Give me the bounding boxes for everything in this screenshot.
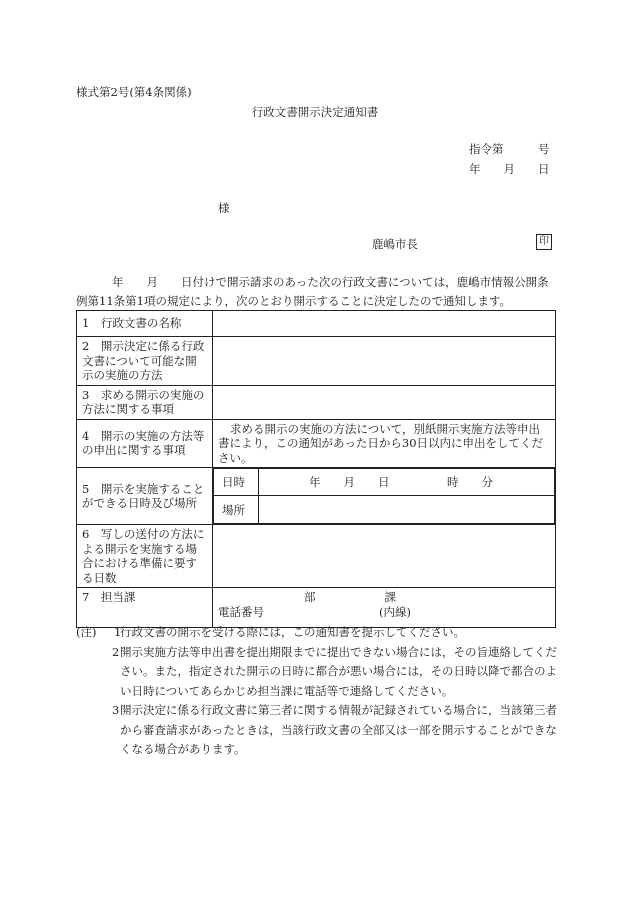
schedule-cell (213, 468, 556, 525)
decision-table (76, 310, 556, 628)
contact-dept-label: 7 担当課 (77, 588, 213, 628)
note-item (76, 623, 560, 643)
notes-section (76, 623, 560, 760)
addressee-suffix: 様 (218, 201, 230, 215)
phone-line: 電話番号 (内線) (218, 604, 411, 619)
table-row (77, 525, 556, 588)
issue-date: 年 月 日 (469, 162, 550, 176)
place-value (259, 496, 555, 524)
application-value: 求める開示の実施の方法について，別紙開示実施方法等申出書により，この通知があった日から30日以内に申出をしてください。 (213, 419, 556, 468)
notes-heading: (注) (76, 625, 97, 639)
form-number: 様式第2号(第4条関係) (76, 85, 192, 99)
table-row (77, 588, 556, 628)
note-text: 開示実施方法等申出書を提出期限までに提出できない場合には，その旨連絡してください。また，指定された開示の日時に都合が悪い場合には，その日時以降で都合のよい日時についてあらかじめ担当課に電話等で連絡してください。 (120, 644, 557, 698)
disclosure-method-value (213, 337, 556, 386)
issuer-name: 鹿嶋市長 (372, 237, 418, 251)
disclosure-method-label: 2 開示決定に係る行政文書について可能な開示の実施の方法 (77, 337, 213, 386)
note-number: 3 (112, 703, 120, 717)
application-label: 4 開示の実施の方法等の申出に関する事項 (77, 419, 213, 468)
document-name-value (213, 311, 556, 337)
place-label: 場所 (214, 496, 259, 524)
note-item (76, 643, 560, 702)
schedule-subtable (213, 468, 555, 524)
table-row (77, 385, 556, 419)
reference-number: 指令第 号 (469, 142, 550, 156)
document-name-label: 1 行政文書の名称 (77, 311, 213, 337)
seal-mark: 印 (536, 234, 552, 250)
table-row (77, 337, 556, 386)
intro-paragraph: 年 月 日付けで開示請求のあった次の行政文書については，鹿嶋市情報公開条例第11条第1項の規定により，次のとおり開示することに決定したので通知します。 (76, 275, 549, 308)
department-line: 部 課 (304, 590, 396, 604)
schedule-label: 5 開示を実施することができる日時及び場所 (77, 468, 213, 525)
requested-method-label: 3 求める開示の実施の方法に関する事項 (77, 385, 213, 419)
document-title: 行政文書開示決定通知書 (251, 105, 379, 119)
table-row (77, 468, 556, 525)
note-text: 行政文書の開示を受ける際には，この通知書を提示してください。 (120, 625, 465, 639)
note-number: 2 (112, 644, 120, 659)
datetime-value: 年 月 日 時 分 (259, 469, 555, 496)
preparation-days-label: 6 写しの送付の方法による開示を実施する場合における準備に要する日数 (77, 525, 213, 588)
note-item (76, 701, 560, 760)
note-number: 1 (114, 625, 122, 639)
contact-dept-value (213, 588, 556, 628)
requested-method-value (213, 385, 556, 419)
datetime-label: 日時 (214, 469, 259, 496)
note-text: 開示決定に係る行政文書に第三者に関する情報が記録されている場合に，当該第三者から審査請求があったときは，当該行政文書の全部又は一部を開示することができなくなる場合があります。 (120, 703, 557, 756)
preparation-days-value (213, 525, 556, 588)
table-row (77, 311, 556, 337)
table-row (77, 419, 556, 468)
